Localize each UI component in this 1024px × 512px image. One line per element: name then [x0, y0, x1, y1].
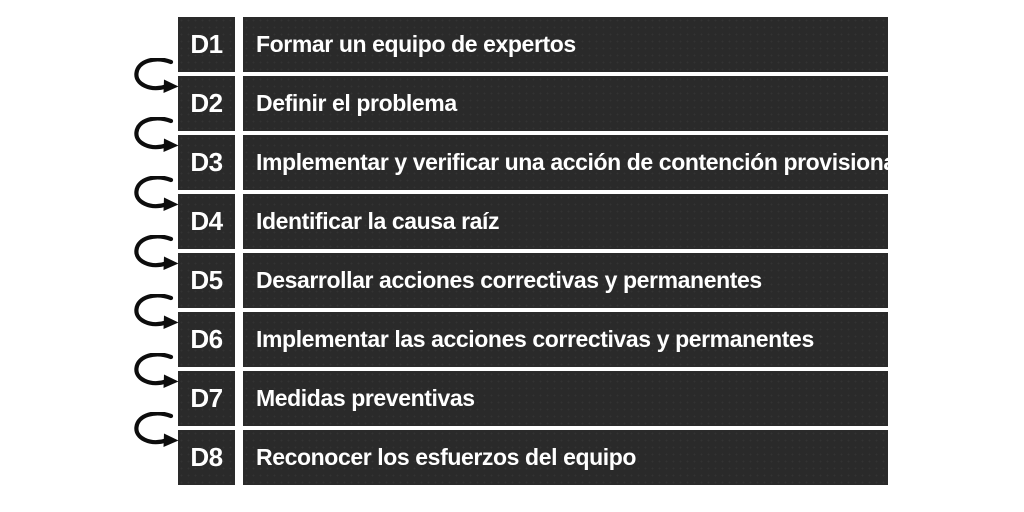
step-code-badge: D5 — [178, 253, 235, 308]
step-label: Desarrollar acciones correctivas y permanentes — [243, 253, 888, 308]
step-label: Reconocer los esfuerzos del equipo — [243, 430, 888, 485]
step-row-d8 — [178, 430, 888, 485]
step-row-d7 — [178, 371, 888, 426]
step-label: Implementar las acciones correctivas y permanentes — [243, 312, 888, 367]
curved-arrow-icon — [131, 176, 179, 214]
step-row-d4 — [178, 194, 888, 249]
step-code-badge: D3 — [178, 135, 235, 190]
step-row-d1 — [178, 17, 888, 72]
curved-arrow-icon — [131, 412, 179, 450]
curved-arrow-icon — [131, 294, 179, 332]
step-label: Identificar la causa raíz — [243, 194, 888, 249]
curved-arrow-icon — [131, 235, 179, 273]
step-label: Definir el problema — [243, 76, 888, 131]
step-code-badge: D1 — [178, 17, 235, 72]
step-code-badge: D6 — [178, 312, 235, 367]
step-row-d6 — [178, 312, 888, 367]
curved-arrow-icon — [131, 117, 179, 155]
curved-arrow-icon — [131, 58, 179, 96]
curved-arrow-icon — [131, 353, 179, 391]
step-label: Medidas preventivas — [243, 371, 888, 426]
step-code-badge: D4 — [178, 194, 235, 249]
step-code-badge: D7 — [178, 371, 235, 426]
step-code-badge: D2 — [178, 76, 235, 131]
step-code-badge: D8 — [178, 430, 235, 485]
step-row-d3 — [178, 135, 902, 190]
step-label: Implementar y verificar una acción de contención provisional — [243, 135, 888, 190]
step-row-d5 — [178, 253, 888, 308]
step-label: Formar un equipo de expertos — [243, 17, 888, 72]
step-row-d2 — [178, 76, 888, 131]
steps-list — [178, 17, 902, 485]
